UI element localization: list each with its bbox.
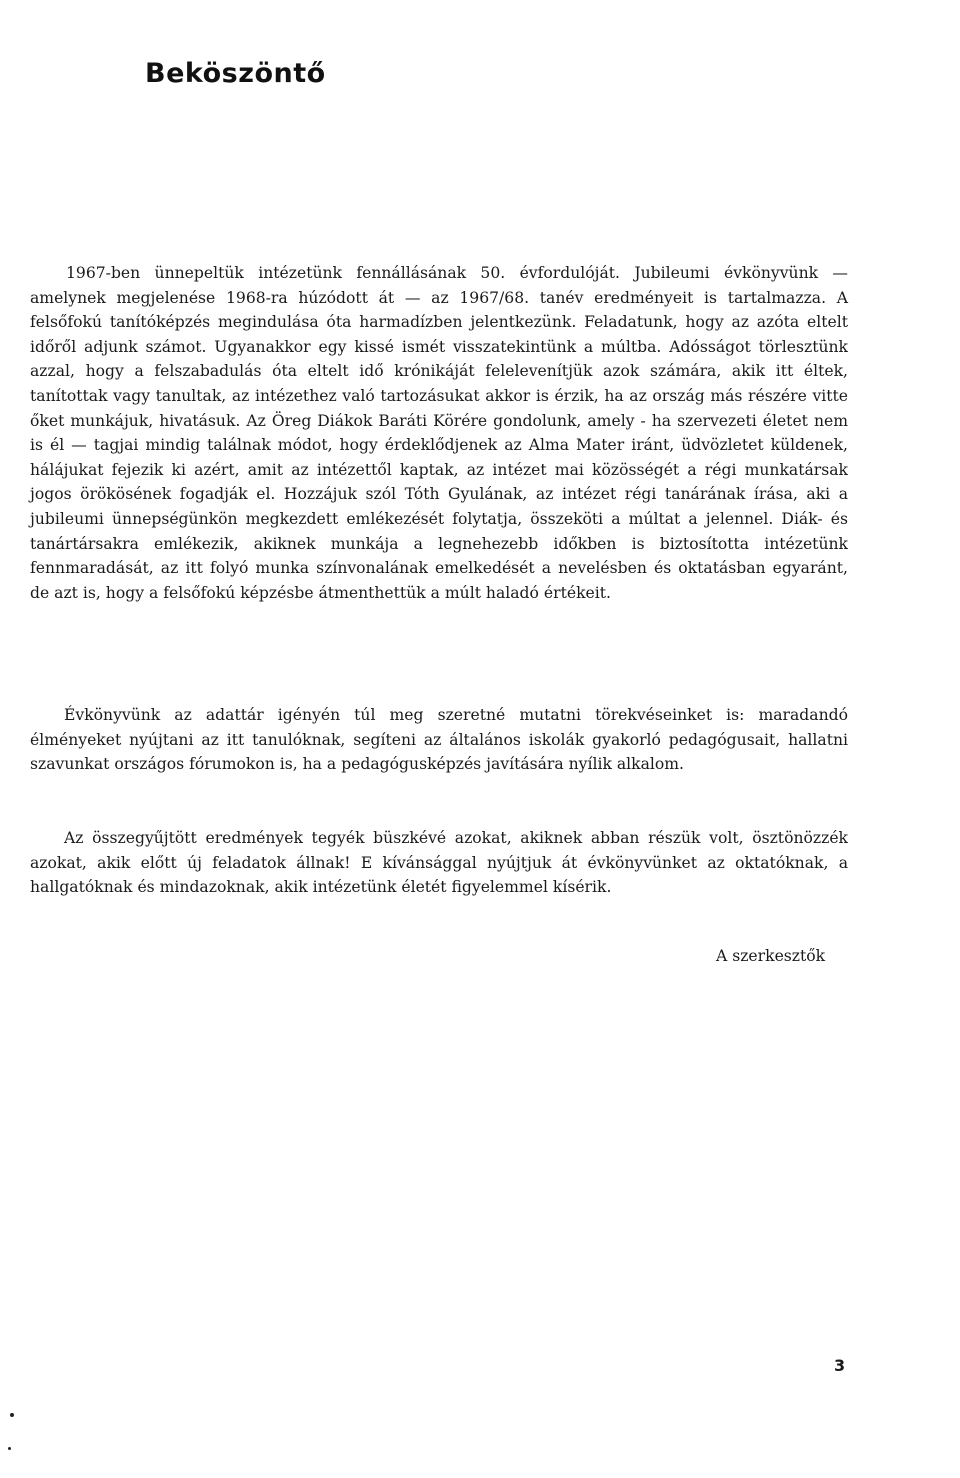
- paragraph-closing: Az összegyűjtött eredmények tegyék büszkévé azokat, akiknek abban részük volt, ösztönözzék azokat, akik előtt új feladatok állnak! E kívánsággal nyújtjuk át évkönyvünket az oktatóknak, a hallgatóknak és mindazoknak, akik intézetünk életét figyelemmel kísérik.: [30, 829, 848, 897]
- signature: A szerkesztők: [716, 947, 826, 965]
- paragraph-intro: 1967-ben ünnepeltük intézetünk fennállásának 50. évfordulóját. Jubileumi évkönyvünk — amelynek megjelenése 1968-ra húzódott át — az 1967/68. tanév eredményeit is tartalmazza. A felsőfokú tanítóképzés megindulása óta harmadízben jelentkezünk. Feladatunk, hogy az azóta eltelt időről adjunk számot. Ugyanakkor egy kissé ismét visszatekintünk a múltba. Adósságot törlesztünk azzal, hogy a felszabadulás óta eltelt idő krónikáját felelevenítjük azok számára, akik itt éltek, tanítottak vagy tanultak, az intézethez való tartozásukat akkor is érzik, ha az ország más részére vitte őket munkájuk, hivatásuk. Az Öreg Diákok Baráti Körére gondolunk, amely - ha szervezeti életet nem is él — tagjai mindig találnak módot, hogy érdeklődjenek az Alma Mater iránt, üdvözletet küldenek, hálájukat fejezik ki azért, amit az intézettől kaptak, az intézet mai közösségét a régi munkatársak jogos örökösének fogadják el. Hozzájuk szól Tóth Gyulának, az intézet régi tanárának írása, aki a jubileumi ünnepségünkön megkezdett emlékezését folytatja, összeköti a múltat a jelennel. Diák- és tanártársakra emlékezik, akiknek munkája a legnehezebb időkben is biztosította intézetünk fennmaradását, az itt folyó munka színvonalának emelkedését a nevelésben és oktatásban egyaránt, de azt is, hogy a felsőfokú képzésbe átmenthettük a múlt haladó értékeit.: [30, 264, 848, 602]
- scan-speck: [10, 1413, 14, 1417]
- scan-speck: [8, 1447, 11, 1450]
- page-number: 3: [834, 1356, 846, 1375]
- page-title: Beköszöntő: [145, 58, 326, 89]
- paragraph-goals: Évkönyvünk az adattár igényén túl meg szeretné mutatni törekvéseinket is: maradandó élményeket nyújtani az itt tanulóknak, segíteni az általános iskolák gyakorló pedagógusait, hallatni szavunkat országos fórumokon is, ha a pedagógusképzés javítására nyílik alkalom.: [30, 706, 848, 774]
